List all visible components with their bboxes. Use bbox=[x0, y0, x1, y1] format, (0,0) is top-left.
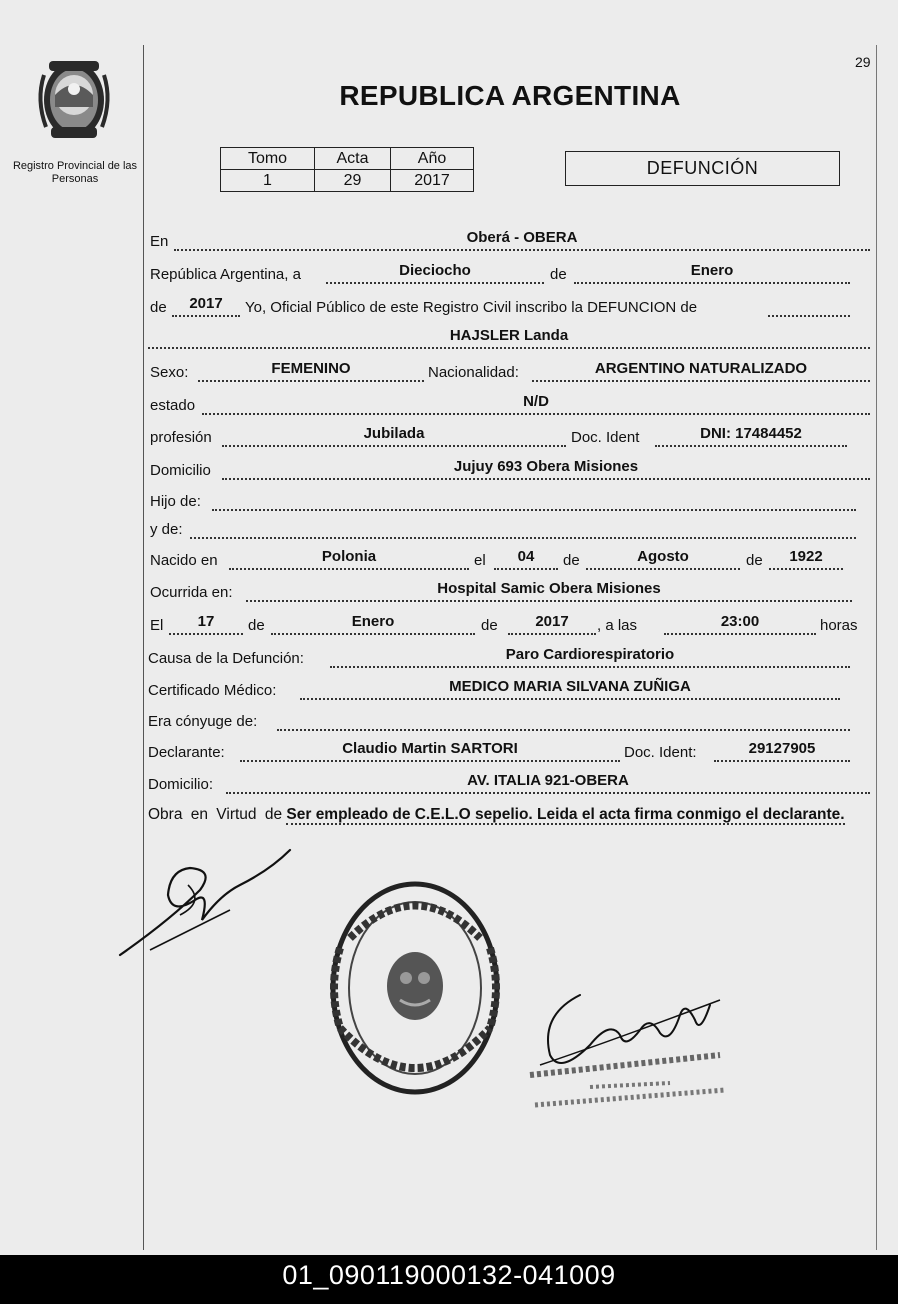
row-profesion bbox=[0, 425, 898, 447]
row-nombre bbox=[0, 327, 898, 349]
field-yo-blank bbox=[768, 295, 850, 317]
field-nacido-en: Polonia bbox=[229, 548, 469, 570]
label-hijo-de: Hijo de: bbox=[150, 493, 201, 510]
value-tomo: 1 bbox=[221, 170, 315, 192]
label-de4: de bbox=[746, 552, 763, 569]
label-ocurrida-en: Ocurrida en: bbox=[150, 584, 233, 601]
row-certificado bbox=[0, 678, 898, 700]
provincial-seal-logo bbox=[32, 55, 116, 145]
document-title: REPUBLICA ARGENTINA bbox=[339, 80, 681, 111]
label-certificado: Certificado Médico: bbox=[148, 682, 277, 699]
logo-caption: Registro Provincial de las Personas bbox=[12, 160, 138, 185]
label-horas: horas bbox=[820, 617, 858, 634]
field-nac-dia: 04 bbox=[494, 548, 558, 570]
label-sexo: Sexo: bbox=[150, 364, 189, 381]
field-nac-anio: 1922 bbox=[769, 548, 843, 570]
label-nacionalidad: Nacionalidad: bbox=[428, 364, 519, 381]
registry-oval-stamp bbox=[320, 878, 510, 1098]
label-en: En bbox=[150, 233, 169, 250]
label-de2: de bbox=[150, 299, 167, 316]
label-conyuge: Era cónyuge de: bbox=[148, 713, 258, 730]
row-declarante bbox=[0, 740, 898, 762]
row-estado bbox=[0, 393, 898, 415]
field-ocurrida-en: Hospital Samic Obera Misiones bbox=[246, 580, 852, 602]
row-domicilio-declarante bbox=[0, 772, 898, 794]
field-dia: Dieciocho bbox=[326, 262, 544, 284]
label-profesion: profesión bbox=[150, 429, 212, 446]
row-y-de bbox=[0, 517, 898, 539]
label-obra: Obra en Virtud de bbox=[148, 806, 283, 823]
record-table bbox=[220, 147, 474, 192]
field-domicilio: Jujuy 693 Obera Misiones bbox=[222, 458, 870, 480]
label-nacido-en: Nacido en bbox=[150, 552, 218, 569]
field-def-anio: 2017 bbox=[508, 613, 596, 635]
label-de: de bbox=[550, 266, 567, 283]
label-el2: El bbox=[150, 617, 164, 634]
row-sexo bbox=[0, 360, 898, 382]
field-nombre: HAJSLER Landa bbox=[148, 327, 870, 349]
label-domicilio: Domicilio bbox=[150, 462, 211, 479]
field-def-hora: 23:00 bbox=[664, 613, 816, 635]
field-def-dia: 17 bbox=[169, 613, 243, 635]
declarante-signature bbox=[110, 840, 300, 965]
label-doc-ident: Doc. Ident bbox=[571, 429, 640, 446]
label-de5: de bbox=[248, 617, 265, 634]
row-fecha-defuncion bbox=[0, 613, 898, 635]
label-doc-ident2: Doc. Ident: bbox=[624, 744, 697, 761]
label-de3: de bbox=[563, 552, 580, 569]
label-y-de: y de: bbox=[150, 521, 183, 538]
value-acta: 29 bbox=[315, 170, 391, 192]
row-fecha-inscripcion bbox=[0, 262, 898, 284]
row-nacimiento bbox=[0, 548, 898, 570]
value-anio: 2017 bbox=[391, 170, 474, 192]
label-de6: de bbox=[481, 617, 498, 634]
label-a-las: , a las bbox=[597, 617, 638, 634]
field-y-de bbox=[190, 517, 856, 539]
field-causa: Paro Cardiorespiratorio bbox=[330, 646, 850, 668]
field-dni: DNI: 17484452 bbox=[655, 425, 847, 447]
field-conyuge bbox=[277, 709, 850, 731]
label-declarante: Declarante: bbox=[148, 744, 225, 761]
label-causa: Causa de la Defunción: bbox=[148, 650, 304, 667]
header-tomo: Tomo bbox=[221, 148, 315, 170]
field-estado: N/D bbox=[202, 393, 870, 415]
field-declarante: Claudio Martin SARTORI bbox=[240, 740, 620, 762]
field-profesion: Jubilada bbox=[222, 425, 566, 447]
page-number: 29 bbox=[855, 54, 871, 70]
label-yo: Yo, Oficial Público de este Registro Civil inscribo la DEFUNCION de bbox=[245, 299, 698, 316]
field-declarante-doc: 29127905 bbox=[714, 740, 850, 762]
row-anio-yo bbox=[0, 295, 898, 317]
field-nacionalidad: ARGENTINO NATURALIZADO bbox=[532, 360, 870, 382]
field-declarante-domicilio: AV. ITALIA 921-OBERA bbox=[226, 772, 870, 794]
row-hijo-de bbox=[0, 489, 898, 511]
row-causa bbox=[0, 646, 898, 668]
label-estado: estado bbox=[150, 397, 196, 414]
field-nac-mes: Agosto bbox=[586, 548, 740, 570]
header-acta: Acta bbox=[315, 148, 391, 170]
field-mes: Enero bbox=[574, 262, 850, 284]
official-signature bbox=[520, 975, 740, 1115]
label-el: el bbox=[474, 552, 486, 569]
footer-barcode-text: 01_090119000132-041009 bbox=[0, 1255, 898, 1304]
row-ocurrida-en bbox=[0, 580, 898, 602]
row-conyuge bbox=[0, 709, 898, 731]
row-lugar bbox=[0, 229, 898, 251]
document-type-box: DEFUNCIÓN bbox=[565, 151, 840, 186]
field-lugar: Oberá - OBERA bbox=[174, 229, 870, 251]
field-certificado: MEDICO MARIA SILVANA ZUÑIGA bbox=[300, 678, 840, 700]
label-domicilio2: Domicilio: bbox=[148, 776, 214, 793]
field-def-mes: Enero bbox=[271, 613, 475, 635]
field-hijo-de bbox=[212, 489, 856, 511]
field-sexo: FEMENINO bbox=[198, 360, 424, 382]
header-anio: Año bbox=[391, 148, 474, 170]
field-anio: 2017 bbox=[172, 295, 240, 317]
field-obra-virtud: Ser empleado de C.E.L.O sepelio. Leida el acta firma conmigo el declarante. bbox=[286, 806, 845, 823]
label-republica: República Argentina, a bbox=[150, 266, 301, 283]
row-domicilio bbox=[0, 458, 898, 480]
paragraph-obra-en-virtud bbox=[148, 804, 870, 825]
